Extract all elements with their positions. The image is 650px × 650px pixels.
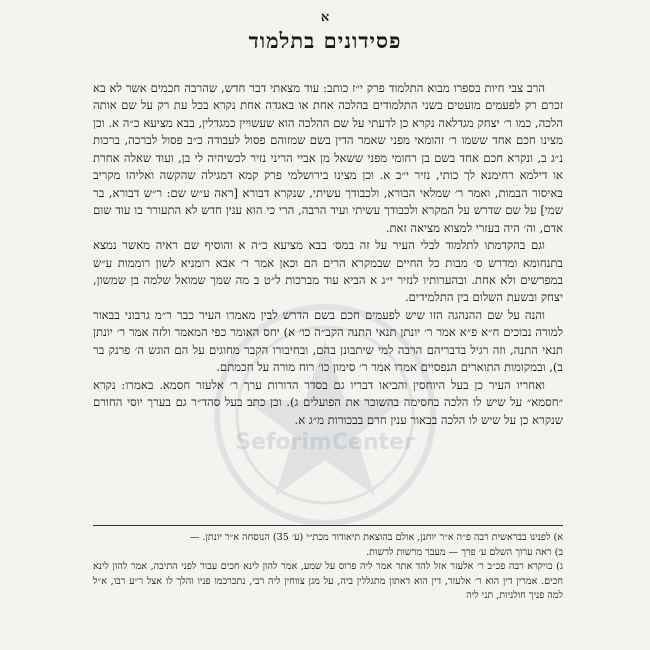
page-number: א <box>320 10 330 25</box>
paragraph: והנה על שם ההנהגה הזו שיש לפעמים חכם בשם הדרש לבין מאמרו העיר כבר ר״מ גרבוני בבאור למורה נבוכים ח״א פ״א אמר ר׳ יונתן תנאי התנה הקב״ה כו׳ א) יחס האומר כפי המאמר ולזה אמר ר׳ יונתן תנאי התנה, וזה רגיל בדבריהם הרבה למי שיתבונן בהם, ובחיבורו הקבר מחוגים על הם הוגש ה׳ פרנק בר ב), ובמקומות התוארים הנפסיים אמרו אמר ר׳ סימון כו׳ רוח מורה על חכמתם. <box>93 307 563 375</box>
paragraph: הרב צבי חיות בספרו מבוא התלמוד פרק י״ז כותב: עוד מצאתי דבר חדש, שהרבה חכמים אשר לא בא זכרם רק לפעמים מועטים בשני התלמודים בהלכה אחת או באגדה אחת נקרא בכל עת רק על שם אותה הלכה, כמו ר׳ יצחק מגדלאה נקרא כן לדעתי על שם ההלכה הוא שעשויין כמגדלין, בבא מציעא כ״ה א. וכן מצינו חכם אחד ששמו ר׳ זהומאי מפני שאמר הדין בשם שמזוהם פסול לעבודה כ״ב פסול לברכה, ברכות נ״ג ב, ונקרא חכם אחד בשם בן רחומי מפני ששאל מן אביי הריני נזיר לכשיהיה לי בן, ועוד שאלה אחרת או דילמא רחימנא לך כותי, נזיר י״ב א. וכן מצינו בירושלמי פרק קמא דמגילה שהקשה ואליהו מקריב באיסור הבמות, ואמר ר׳ שמלאי הבורא, ולכבודך עשיתי, שנקרא דבורא [ראה ע״ש שם: ר״ש דבורא, בר שמי] על שם שדרש על המקרא ולכבודך עשיתי ועיד הרבה, הרי כי הוא ענין חדש לא התעורר בו עוד שום אדם, וה׳ היה בעזרי למצוא מציאה זאת. <box>93 81 563 235</box>
chapter-title: פסידונים בתלמוד <box>248 28 402 53</box>
main-text <box>93 80 563 429</box>
footnote: א) לפנינו בבראשית רבה פ״ה א״ר יוחנן, אולם בהוצאת תיאודור מכת״י (ע׳ 35) הנוסחה א״ר יונתן. — <box>189 532 563 543</box>
watermark-text: SeforimCenter <box>235 430 415 455</box>
footnote: ב) ראה ערוך השלם ע׳ פרך — מעבר מרשות לרשות. <box>366 546 563 558</box>
paragraph: ואחריו העיר כן בעל היוחסין והביאו דבריו גם בסדר הדורות ערך ר׳ אלעזר חסמא. באמרו: נקרא ״חסמא״ על שיש לו הלכה בחסימה בהשוכר את הפועלים ג). וכן כתב בעל סהד״ר גם בערך יוסי החורם שנקרא כן על שיש לו הלכה בבאור ענין חרם בבכורות מ״ג א. <box>93 377 563 427</box>
footnote: ג) בויקרא רבה פכ״ב ר׳ אלעזר אזל להד אתר אמר ליה פרוס על שמע, אמר להון לינא חכים עבור לפני התיבה, אמר להון לינא חכים. אמרין דין הוא ר׳ אלעזר, דין הוא דאתון מתגללין ביה, על מגן צווחין ליה רבי, נתכרכמו פניו והלך לו אצל ר״ע רבו, א״ל למה פניך חולניות, תני ליה <box>93 561 563 602</box>
paragraph: וגם בהקדמתו לתלמוד לבלי העיר על זה במס׳ בבא מציעא כ״ה א והוסיף שם ראיה מאשר נמצא בתנחומא ומדרש ס׳ מבות כל החיים שבמקרא הרים הם וכאן אמר ר׳ אבא רומניא לשון רוממות ע״ש במפרשים ולא אחת. ובהערותיו לנזיר י״ג א הביא עוד מברכות ל״ט ב מה שמך שמואל שלמה בן שמשון, יצחק ובשעת השלום בין התלמידים. <box>93 238 563 305</box>
footnotes <box>93 531 563 604</box>
footnote-divider <box>93 525 563 526</box>
